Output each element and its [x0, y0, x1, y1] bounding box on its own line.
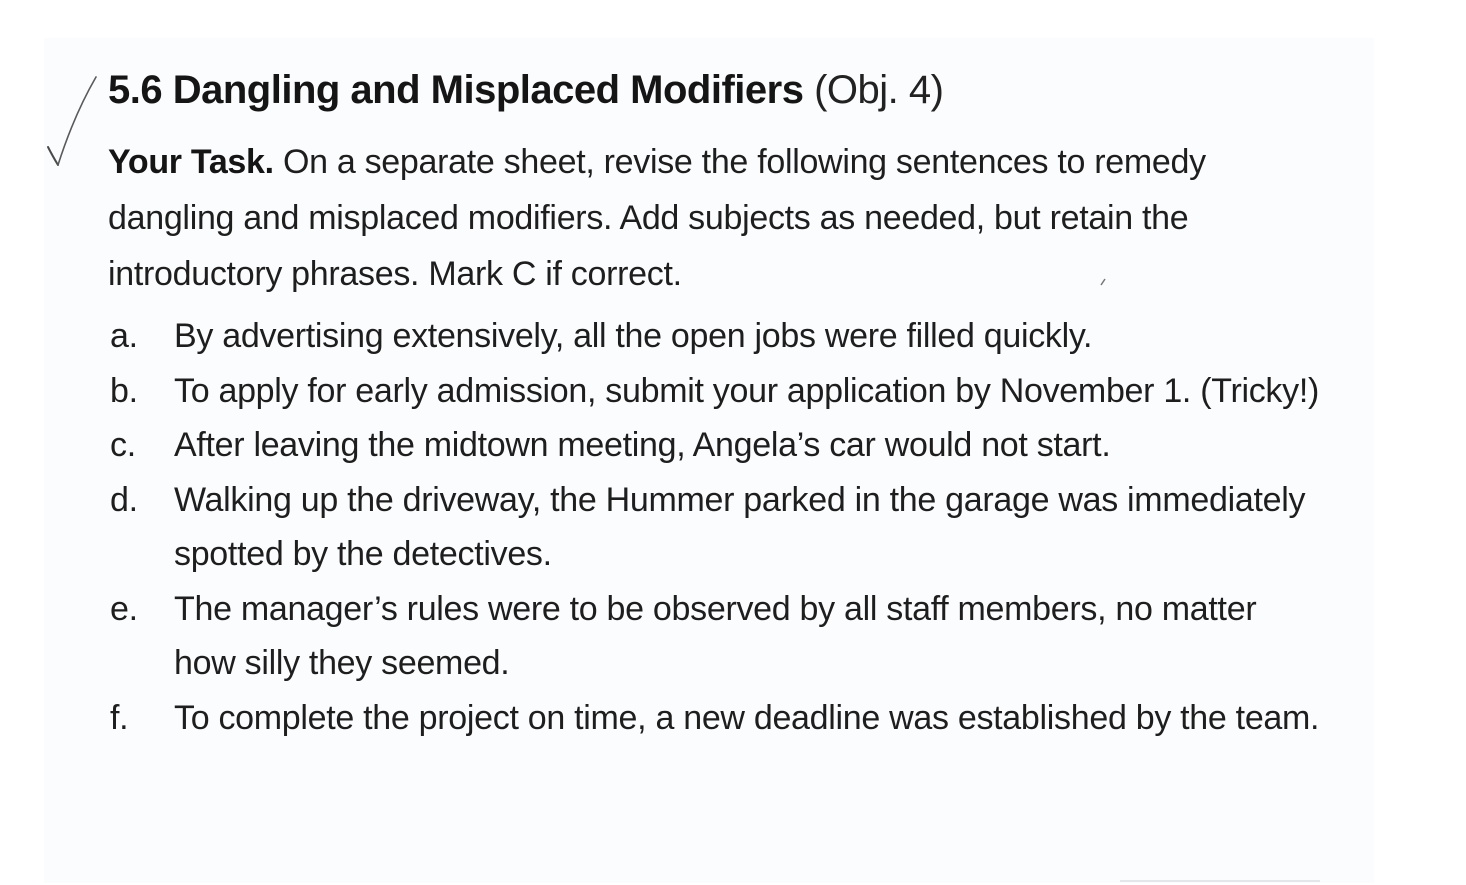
- exercise-heading: [108, 64, 943, 116]
- item-text: The manager’s rules were to be observed by all staff members, no matter how silly they seemed.: [174, 589, 1257, 682]
- item-letter: c.: [110, 426, 136, 464]
- item-text: By advertising extensively, all the open jobs were filled quickly.: [174, 317, 1093, 355]
- sentence-list: [110, 309, 1320, 745]
- item-letter: a.: [110, 317, 138, 355]
- list-item: [110, 364, 1320, 419]
- task-text: On a separate sheet, revise the following sentences to remedy dangling and misplaced modifiers. Add subjects as needed, but retain the introductory phrases. Mark C if correct.: [108, 143, 1206, 293]
- task-label: Your Task.: [108, 143, 274, 181]
- exercise-objective: (Obj. 4): [814, 68, 944, 112]
- list-item: [110, 309, 1320, 364]
- list-item: [110, 691, 1320, 746]
- item-text: Walking up the driveway, the Hummer parked in the garage was immediately spotted by the detectives.: [174, 480, 1306, 573]
- handwritten-checkmark-icon: [46, 75, 98, 190]
- list-item: [110, 582, 1320, 691]
- item-letter: f.: [110, 698, 129, 737]
- item-text: To apply for early admission, submit your application by November 1. (Tricky!): [174, 371, 1320, 410]
- list-item: [110, 473, 1320, 582]
- item-letter: b.: [110, 371, 138, 410]
- item-letter: d.: [110, 480, 138, 519]
- list-item: [110, 418, 1320, 473]
- exercise-title: 5.6 Dangling and Misplaced Modifiers: [108, 68, 804, 112]
- task-instructions: [108, 134, 1308, 302]
- item-text: After leaving the midtown meeting, Angela’s car would not start.: [174, 426, 1111, 464]
- item-letter: e.: [110, 589, 138, 628]
- page-edge-line: [1120, 880, 1320, 882]
- item-text: To complete the project on time, a new deadline was established by the team.: [174, 698, 1320, 737]
